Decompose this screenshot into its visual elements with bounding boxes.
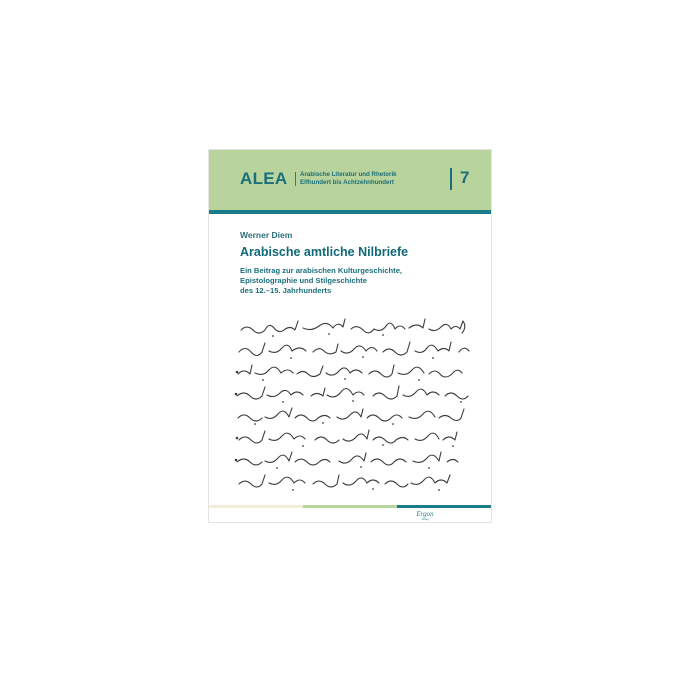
series-number: 7	[460, 168, 470, 187]
subtitle-line-2: Epistolographie und Stilgeschichte	[240, 276, 367, 285]
series-description-line-1: Arabische Literatur und Rhetorik	[300, 171, 397, 178]
series-description	[300, 171, 397, 187]
banner-stripe	[209, 210, 491, 214]
series-number-divider	[450, 168, 452, 190]
publisher-name: Ergon	[416, 510, 434, 518]
series-description-line-2: Elfhundert bis Achtzehnhundert	[300, 179, 394, 186]
book-subtitle	[240, 266, 470, 296]
arabic-manuscript-image	[233, 316, 478, 500]
series-separator	[295, 172, 296, 186]
book-cover[interactable]	[209, 150, 491, 522]
book-title: Arabische amtliche Nilbriefe	[240, 245, 409, 259]
subtitle-line-3: des 12.–15. Jahrhunderts	[240, 286, 332, 295]
bottom-band-teal	[397, 505, 491, 508]
bottom-band-green	[303, 505, 397, 508]
ergon-logo	[412, 511, 438, 521]
author-name: Werner Diem	[240, 230, 293, 240]
subtitle-line-1: Ein Beitrag zur arabischen Kulturgeschichte,	[240, 266, 403, 275]
bottom-band-cream	[209, 505, 303, 508]
publisher-sub: Verlag	[421, 518, 429, 521]
series-logo: ALEA	[240, 169, 288, 188]
